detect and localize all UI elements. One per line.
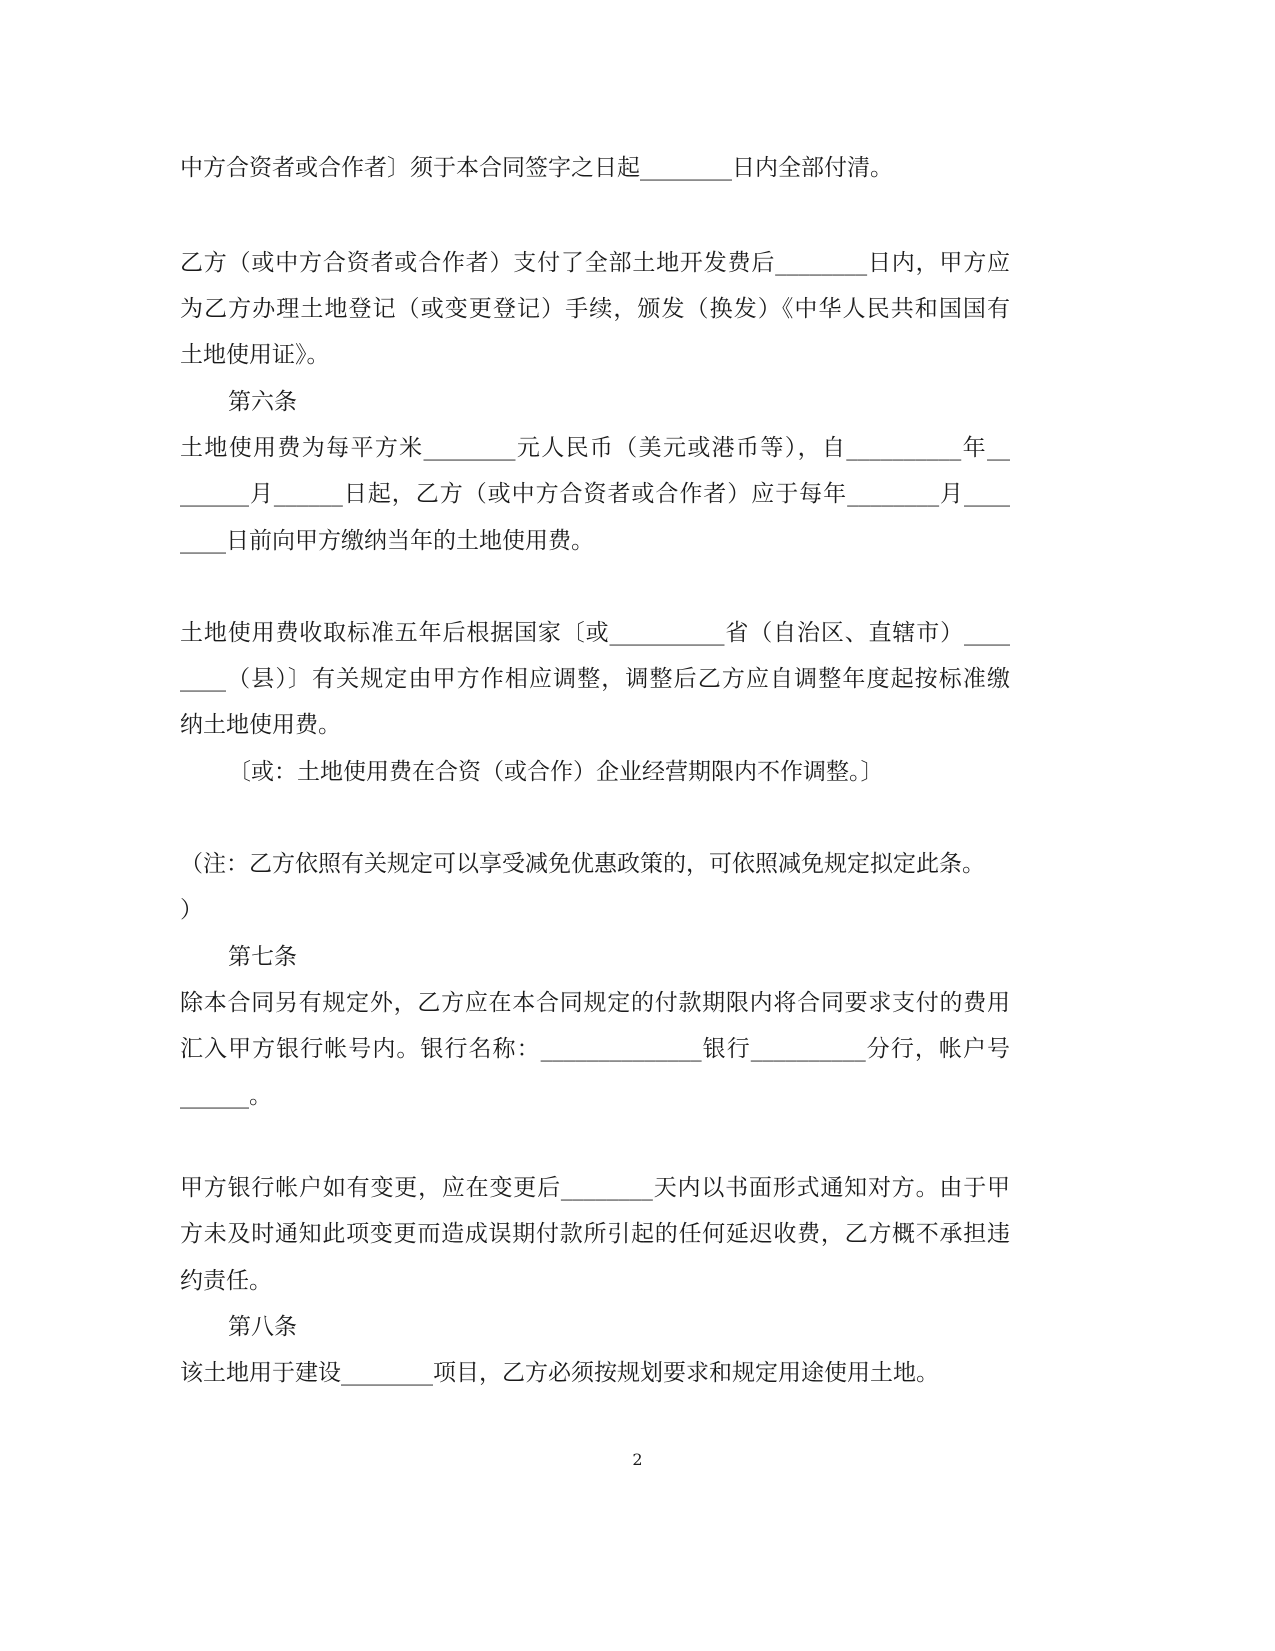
text-line: ______月______日起，乙方（或中方合资者或合作者）应于每年________月____ <box>180 481 1010 507</box>
text-line: 为乙方办理土地登记（或变更登记）手续，颁发（换发）《中华人民共和国国有 <box>180 296 1010 322</box>
text-line: ______。 <box>180 1083 272 1109</box>
page-number: 2 <box>632 1450 643 1469</box>
text-line: 乙方（或中方合资者或合作者）支付了全部土地开发费后________日内，甲方应 <box>180 250 1010 276</box>
note-line: ） <box>180 897 203 923</box>
text-line: 纳土地使用费。 <box>180 712 341 738</box>
text-line: 中方合资者或合作者〕须于本合同签字之日起________日内全部付清。 <box>180 155 893 181</box>
text-line: 方未及时通知此项变更而造成误期付款所引起的任何延迟收费，乙方概不承担违 <box>180 1221 1010 1247</box>
text-line: 土地使用费为每平方米________元人民币（美元或港币等），自__________年__ <box>180 435 1010 461</box>
note-line: （注：乙方依照有关规定可以享受减免优惠政策的，可依照减免规定拟定此条。 <box>180 851 985 877</box>
article-heading: 第八条 <box>228 1314 297 1340</box>
text-line: ____（县）〕有关规定由甲方作相应调整，调整后乙方应自调整年度起按标准缴 <box>180 666 1010 692</box>
text-line: 土地使用证》。 <box>180 342 330 368</box>
article-heading: 第六条 <box>228 389 297 415</box>
article-heading: 第七条 <box>228 944 297 970</box>
text-line: 甲方银行帐户如有变更，应在变更后________天内以书面形式通知对方。由于甲 <box>180 1175 1010 1201</box>
text-line: 该土地用于建设________项目，乙方必须按规划要求和规定用途使用土地。 <box>180 1360 939 1386</box>
text-line: ____日前向甲方缴纳当年的土地使用费。 <box>180 528 594 554</box>
text-line: 土地使用费收取标准五年后根据国家〔或__________省（自治区、直辖市）____ <box>180 620 1010 646</box>
text-line: 约责任。 <box>180 1268 272 1294</box>
text-line: 〔或：土地使用费在合资（或合作）企业经营期限内不作调整。〕 <box>228 759 884 785</box>
text-line: 汇入甲方银行帐号内。银行名称：______________银行__________分行，帐户号 <box>180 1036 1011 1062</box>
text-line: 除本合同另有规定外，乙方应在本合同规定的付款期限内将合同要求支付的费用 <box>180 990 1010 1016</box>
